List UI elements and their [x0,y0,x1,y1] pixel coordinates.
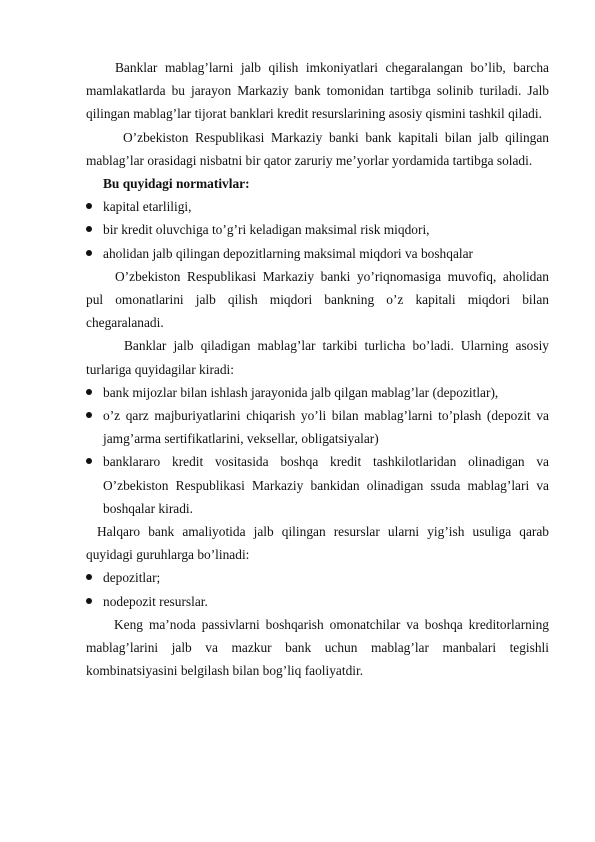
paragraph-liability-management: Keng ma’noda passivlarni boshqarish omonatchilar va boshqa kreditorlarning mablag’larini jalb va mazkur bank uchun mablag’lar manbalari tegishli kombinatsiyasini belgilash bilan bog’liq faoliyatdir. [86,616,549,679]
document-page [86,56,549,682]
list-item: bir kredit oluvchiga to’g’ri keladigan maksimal risk miqdori, [86,218,549,241]
paragraph-banks-limits: Banklar mablag’larni jalb qilish imkoniyatlari chegaralangan bo’lib, barcha mamlakatlarda bu jarayon Markaziy bank tomonidan tartibga solinib turiladi. Jalb qilingan mablag’lar tijorat banklari kredit resurslarining asosiy qismini tashkil qiladi. [86,60,549,122]
list-item: nodepozit resurslar. [86,590,549,613]
list-item: o’z qarz majburiyatlarini chiqarish yo’li bilan mablag’larni to’plash (depozit va jamg’arma sertifikatlarini, veksellar, obligatsiyalar) [86,404,549,450]
bullet-icon [86,412,92,418]
bullet-icon [86,203,92,209]
paragraph-central-bank-ratio: O’zbekiston Respublikasi Markaziy banki bank kapitali bilan jalb qilingan mablag’lar orasidagi nisbatni bir qator zaruriy me’yorlar yordamida tartibga soladi. [86,129,549,168]
paragraph-deposit-limit: O’zbekiston Respublikasi Markaziy banki yo’riqnomasiga muvofiq, aholidan pul omonatlarini jalb qilish miqdori bankning o’z kapitali miqdori bilan chegaralanadi. [86,268,549,331]
paragraph-international-practice: Halqaro bank amaliyotida jalb qilingan resurslar ularni yig’ish usuliga qarab quyidagi guruhlarga bo’linadi: [86,524,549,563]
normatives-heading: Bu quyidagi normativlar: [103,176,250,192]
resource-groups-list [86,566,549,612]
bullet-icon [86,598,92,604]
list-item: kapital etarliligi, [86,195,549,218]
normatives-list [86,195,549,265]
bullet-icon [86,458,92,464]
bullet-icon [86,389,92,395]
bullet-icon [86,574,92,580]
bullet-icon [86,226,92,232]
bullet-icon [86,250,92,256]
paragraph-funds-structure: Banklar jalb qiladigan mablag’lar tarkibi turlicha bo’ladi. Ularning asosiy turlariga quyidagilar kiradi: [86,338,549,377]
list-item: depozitlar; [86,566,549,589]
funds-types-list [86,381,549,520]
list-item: bank mijozlar bilan ishlash jarayonida jalb qilgan mablag’lar (depozitlar), [86,381,549,404]
list-item: banklararo kredit vositasida boshqa kredit tashkilotlaridan olinadigan va O’zbekiston Respublikasi Markaziy bankidan olinadigan ssuda mablag’lari va boshqalar kiradi. [86,450,549,520]
list-item: aholidan jalb qilingan depozitlarning maksimal miqdori va boshqalar [86,242,549,265]
